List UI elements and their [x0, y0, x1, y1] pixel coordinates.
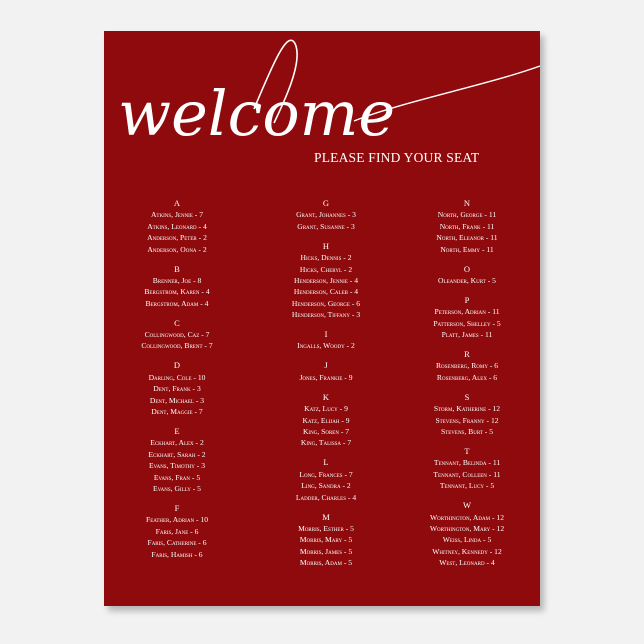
guest-entry: Bergstrom, Karen - 4: [144, 287, 210, 297]
guest-entry: Rosenberg, Alex - 6: [436, 372, 498, 382]
letter-group: [256, 457, 396, 503]
guest-entry: Collingwood, Caz - 7: [144, 330, 210, 340]
guest-entry: Hicks, Dennis - 2: [300, 253, 352, 263]
guest-entry: Henderson, Jennie - 4: [293, 275, 359, 285]
guest-entry: Anderson, Peter - 2: [147, 233, 207, 243]
guest-entry: Whitney, Kennedy - 12: [432, 546, 502, 556]
guest-entry: Dent, Maggie - 7: [151, 407, 203, 417]
guest-entry: Worthington, Mary - 12: [429, 523, 505, 533]
guest-entry: Grant, Susanne - 3: [297, 221, 355, 231]
guest-entry: Tennant, Belinda - 11: [433, 458, 501, 468]
welcome-text: welcome: [118, 77, 396, 150]
guest-entry: Ingalls, Woody - 2: [297, 341, 355, 351]
letter-group: [397, 446, 537, 492]
guest-entry: Anderson, Oona - 2: [147, 244, 207, 254]
guest-entry: Ladder, Charles - 4: [295, 492, 357, 502]
guest-entry: Ling, Sandra - 2: [301, 481, 351, 491]
guest-entry: Worthington, Adam - 12: [430, 512, 504, 522]
guest-entry: North, Emmy - 11: [440, 244, 494, 254]
group-letter: C: [174, 317, 180, 328]
seating-column-3: [397, 198, 537, 577]
guest-entry: Oleander, Kurt - 5: [438, 275, 496, 285]
group-letter: B: [174, 263, 180, 274]
letter-group: [397, 392, 537, 438]
guest-entry: Morris, James - 5: [299, 546, 353, 556]
guest-entry: Katz, Elijah - 9: [302, 415, 350, 425]
guest-entry: Brenner, Joe - 8: [152, 275, 202, 285]
letter-group: [107, 426, 247, 494]
letter-group: [397, 295, 537, 341]
guest-entry: North, Frank - 11: [439, 221, 495, 231]
guest-entry: Faris, Hamish - 6: [151, 549, 203, 559]
group-letter: O: [463, 263, 471, 274]
guest-entry: Jones, Frankie - 9: [299, 372, 353, 382]
seating-chart-poster: [104, 31, 540, 606]
guest-entry: King, Soren - 7: [302, 427, 350, 437]
guest-entry: Henderson, George - 6: [291, 298, 361, 308]
guest-entry: Rosenberg, Romy - 6: [435, 361, 499, 371]
group-letter: M: [322, 511, 330, 522]
guest-entry: Katz, Lucy - 9: [304, 404, 348, 414]
guest-entry: Patterson, Shelley - 5: [433, 318, 501, 328]
group-letter: W: [462, 500, 472, 511]
guest-entry: Dent, Frank - 3: [153, 384, 201, 394]
letter-group: [256, 329, 396, 352]
guest-entry: Tennant, Lucy - 5: [439, 481, 495, 491]
letter-group: [397, 349, 537, 383]
guest-entry: West, Leonard - 4: [439, 558, 495, 568]
group-letter: R: [464, 349, 470, 360]
group-letter: D: [173, 360, 181, 371]
letter-group: [256, 512, 396, 569]
guest-entry: Tennant, Colleen - 11: [433, 469, 501, 479]
letter-group: [107, 198, 247, 255]
letter-group: [107, 360, 247, 417]
guest-entry: Henderson, Tiffany - 3: [291, 310, 361, 320]
group-letter: G: [322, 198, 330, 208]
guest-entry: Morris, Adam - 5: [299, 558, 353, 568]
guest-entry: Feather, Adrian - 10: [145, 515, 208, 525]
guest-entry: Eckhart, Alex - 2: [150, 438, 204, 448]
guest-entry: Darling, Cole - 10: [148, 372, 206, 382]
group-letter: F: [174, 502, 180, 513]
group-letter: J: [324, 360, 328, 371]
group-letter: L: [323, 457, 329, 468]
guest-entry: Stevens, Burt - 5: [440, 427, 494, 437]
guest-entry: Eckhart, Sarah - 2: [148, 449, 206, 459]
letter-group: [107, 503, 247, 560]
guest-entry: Henderson, Caleb - 4: [293, 287, 359, 297]
guest-entry: Peterson, Adrian - 11: [434, 307, 500, 317]
guest-entry: North, George - 11: [437, 210, 497, 220]
group-letter: A: [173, 198, 181, 208]
guest-entry: Dent, Michael - 3: [149, 395, 205, 405]
guest-entry: Collingwood, Brent - 7: [141, 341, 213, 351]
guest-entry: Platt, James - 11: [441, 330, 493, 340]
guest-entry: Evans, Fran - 5: [153, 472, 201, 482]
guest-entry: Atkins, Jennie - 7: [150, 210, 204, 220]
guest-entry: Evans, Gilly - 5: [153, 483, 201, 493]
letter-group: [397, 500, 537, 568]
letter-group: [256, 198, 396, 232]
group-letter: E: [174, 426, 180, 437]
guest-entry: Evans, Timothy - 3: [148, 461, 206, 471]
guest-entry: Bergstrom, Adam - 4: [145, 298, 209, 308]
group-letter: T: [464, 446, 470, 456]
guest-entry: Morris, Mary - 5: [299, 535, 353, 545]
group-letter: I: [324, 329, 328, 340]
letter-group: [397, 198, 537, 255]
seating-column-1: [107, 198, 247, 569]
guest-entry: Atkins, Leonard - 4: [147, 221, 207, 231]
guest-entry: Hicks, Cheryl - 2: [299, 264, 353, 274]
group-letter: P: [464, 294, 470, 305]
guest-entry: Stevens, Franny - 12: [435, 415, 499, 425]
letter-group: [256, 241, 396, 321]
letter-group: [107, 318, 247, 352]
guest-entry: North, Eleanor - 11: [436, 233, 498, 243]
guest-entry: Weiss, Linda - 5: [442, 535, 492, 545]
guest-entry: Morris, Esther - 5: [298, 523, 354, 533]
group-letter: K: [322, 391, 330, 402]
guest-entry: Long, Frances - 7: [299, 469, 353, 479]
group-letter: H: [322, 240, 330, 251]
guest-entry: King, Talissa - 7: [300, 438, 352, 448]
guest-entry: Grant, Johannes - 3: [296, 210, 356, 220]
guest-entry: Faris, Jane - 6: [155, 526, 199, 536]
seating-column-2: [256, 198, 396, 577]
subtitle: PLEASE FIND YOUR SEAT: [314, 150, 480, 165]
letter-group: [256, 392, 396, 449]
guest-entry: Faris, Catherine - 6: [147, 538, 207, 548]
letter-group: [397, 264, 537, 287]
group-letter: N: [463, 198, 471, 208]
group-letter: S: [464, 391, 470, 402]
guest-entry: Storm, Katherine - 12: [433, 404, 501, 414]
letter-group: [107, 264, 247, 310]
letter-group: [256, 360, 396, 383]
